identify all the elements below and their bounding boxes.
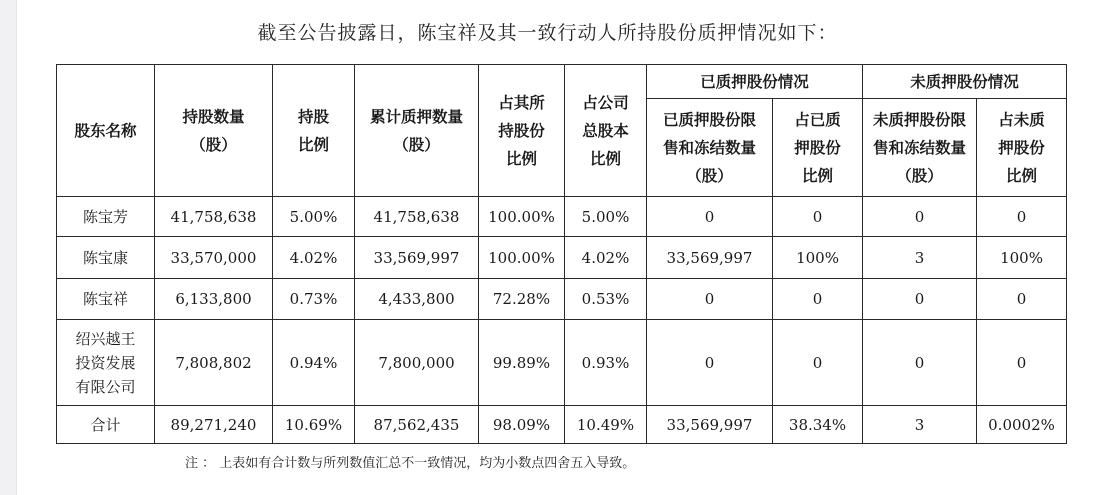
page-title: 截至公告披露日，陈宝祥及其一致行动人所持股份质押情况如下： [257,22,838,44]
row-pct-of-unpledged: 100% [977,237,1067,279]
pledge-table [56,64,1067,444]
header-holder-name-text: 股东名称 [74,121,137,140]
row-holder-name: 陈宝芳 [57,197,155,237]
row-pct-of-pledged: 0 [773,320,863,406]
row-pct-of-total-share-capital: 5.00% [565,197,647,237]
row-holding-ratio: 4.02% [273,237,355,279]
row-pct-of-pledged: 100% [773,237,863,279]
header-shares-held-text: 持股数量（股） [182,107,245,154]
row-pct-of-own-holding: 100.00% [479,237,565,279]
row-pct-of-own-holding: 98.09% [479,406,565,444]
row-unpledged-restricted-frozen: 0 [863,279,977,320]
header-pledged-restricted-frozen [647,99,773,197]
header-pct-of-unpledged-text: 占未质押股份比例 [998,110,1045,185]
row-cumulative-pledged: 87,562,435 [355,406,479,444]
row-holder-name: 陈宝康 [57,237,155,279]
row-pct-of-unpledged: 0 [977,197,1067,237]
row-pct-of-own-holding: 72.28% [479,279,565,320]
row-holding-ratio: 0.94% [273,320,355,406]
row-pct-of-unpledged: 0.0002% [977,406,1067,444]
row-cumulative-pledged: 7,800,000 [355,320,479,406]
row-shares-held: 89,271,240 [155,406,273,444]
header-pct-of-unpledged [977,99,1067,197]
header-pct-of-own-holding-text: 占其所持股份比例 [498,93,545,168]
row-shares-held: 7,808,802 [155,320,273,406]
row-pledged-restricted-frozen: 0 [647,320,773,406]
row-unpledged-restricted-frozen: 0 [863,197,977,237]
row-cumulative-pledged: 33,569,997 [355,237,479,279]
row-holding-ratio: 0.73% [273,279,355,320]
header-row-1 [57,65,1067,99]
row-pct-of-own-holding: 100.00% [479,197,565,237]
row-pct-of-unpledged: 0 [977,320,1067,406]
header-shares-held [155,65,273,197]
header-cumulative-pledged [355,65,479,197]
row-holder-name-line: 投资发展 [75,353,136,372]
header-pledged-restricted-frozen-text: 已质押股份限售和冻结数量（股） [662,110,756,185]
header-unpledged-restricted-frozen-text: 未质押股份限售和冻结数量（股） [873,110,967,185]
row-holding-ratio: 10.69% [273,406,355,444]
table-total-row [57,406,1067,444]
row-unpledged-restricted-frozen: 0 [863,320,977,406]
row-pct-of-total-share-capital: 0.93% [565,320,647,406]
table-footnote: 注 ： 上表如有合计数与所列数值汇总不一致情况，均为小数点四舍五入导致。 [185,456,636,471]
row-unpledged-restricted-frozen: 3 [863,406,977,444]
header-pct-of-pledged-text: 占已质押股份比例 [794,110,841,185]
row-holding-ratio: 5.00% [273,197,355,237]
row-holder-name: 合计 [57,406,155,444]
row-pct-of-total-share-capital: 4.02% [565,237,647,279]
table-row [57,237,1067,279]
row-shares-held: 6,133,800 [155,279,273,320]
row-pledged-restricted-frozen: 33,569,997 [647,406,773,444]
row-shares-held: 33,570,000 [155,237,273,279]
row-pledged-restricted-frozen: 0 [647,279,773,320]
row-pct-of-total-share-capital: 0.53% [565,279,647,320]
row-pct-of-total-share-capital: 10.49% [565,406,647,444]
header-pct-of-own-holding [479,65,565,197]
table-row [57,279,1067,320]
header-unpledged-group [863,65,1067,99]
row-pct-of-pledged: 38.34% [773,406,863,444]
row-pct-of-own-holding: 99.89% [479,320,565,406]
row-shares-held: 41,758,638 [155,197,273,237]
row-cumulative-pledged: 4,433,800 [355,279,479,320]
header-pct-of-total-share-capital-text: 占公司总股本比例 [582,93,629,168]
row-pct-of-pledged: 0 [773,197,863,237]
header-pct-of-pledged [773,99,863,197]
left-page-edge [0,0,17,495]
row-pledged-restricted-frozen: 33,569,997 [647,237,773,279]
row-holder-name-line: 有限公司 [75,377,136,396]
header-pledged-group-text: 已质押股份情况 [700,72,809,91]
row-pct-of-pledged: 0 [773,279,863,320]
table-row [57,197,1067,237]
header-holder-name [57,65,155,197]
header-pct-of-total-share-capital [565,65,647,197]
row-holder-name-line: 绍兴越王 [75,329,136,348]
row-holder-name [57,320,155,406]
header-holding-ratio-text: 持股比例 [297,107,329,154]
header-cumulative-pledged-text: 累计质押数量（股） [369,107,463,154]
header-pledged-group [647,65,863,99]
row-cumulative-pledged: 41,758,638 [355,197,479,237]
header-unpledged-restricted-frozen [863,99,977,197]
row-pct-of-unpledged: 0 [977,279,1067,320]
header-holding-ratio [273,65,355,197]
row-holder-name: 陈宝祥 [57,279,155,320]
table-row [57,320,1067,406]
row-pledged-restricted-frozen: 0 [647,197,773,237]
row-unpledged-restricted-frozen: 3 [863,237,977,279]
header-unpledged-group-text: 未质押股份情况 [910,72,1019,91]
